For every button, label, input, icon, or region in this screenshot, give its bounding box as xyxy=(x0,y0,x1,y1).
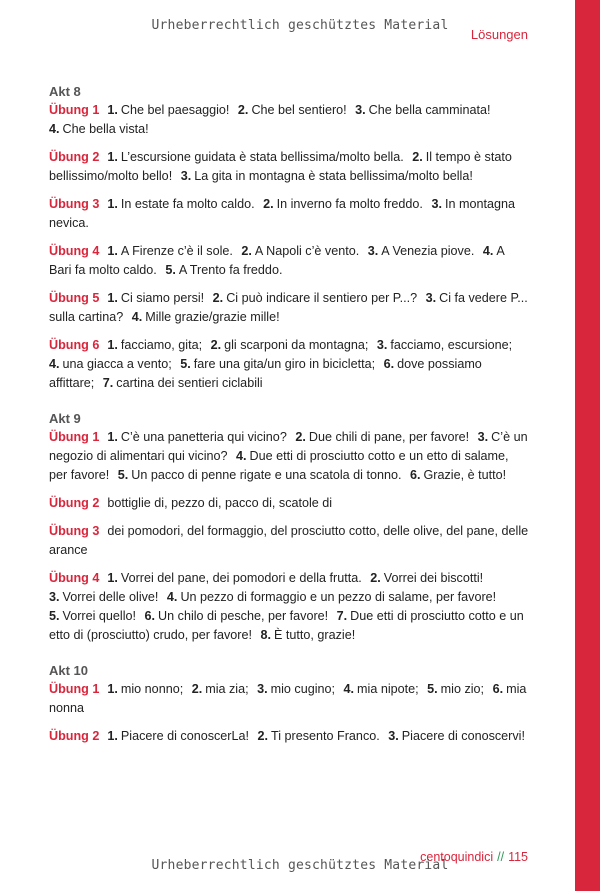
answer-number: 2. xyxy=(370,571,381,585)
answer-text: Un chilo di pesche, per favore! xyxy=(158,609,329,623)
answer-text: È tutto, grazie! xyxy=(274,628,356,642)
answer-number: 7. xyxy=(336,609,348,623)
answer-text: mio cugino; xyxy=(270,682,336,696)
akt-title: Akt 8 xyxy=(49,84,81,99)
answer-text: Ci siamo persi! xyxy=(120,291,205,305)
answer-item xyxy=(295,430,469,444)
exercise-answer xyxy=(49,148,529,186)
answer-item xyxy=(49,524,528,557)
answer-number: 1. xyxy=(107,430,118,444)
answer-number: 5. xyxy=(165,263,176,277)
answer-text: dove possiamo affittare; xyxy=(49,357,482,390)
answer-number: 5. xyxy=(49,609,60,623)
answer-item xyxy=(180,357,375,371)
answer-number: 3. xyxy=(425,291,437,305)
answer-item xyxy=(427,682,484,696)
answer-text: Il tempo è stato bellissimo/molto bello! xyxy=(49,150,512,183)
answer-number: 6. xyxy=(409,468,421,482)
exercise-answer xyxy=(49,195,529,233)
answer-number: 1. xyxy=(107,571,118,585)
answer-item xyxy=(192,682,249,696)
answer-text: mio zio; xyxy=(440,682,485,696)
red-edge-bar xyxy=(575,0,600,891)
answer-text: dei pomodori, del formaggio, del prosciutto cotto, delle olive, del pane, delle arance xyxy=(49,524,529,557)
answer-item xyxy=(261,628,356,642)
answer-text: A Napoli c’è vento. xyxy=(254,244,360,258)
answer-number: 3. xyxy=(367,244,379,258)
answer-number: 2. xyxy=(295,430,306,444)
answer-number: 1. xyxy=(107,729,118,743)
answer-text: Che bella vista! xyxy=(62,122,149,136)
answer-text: mia nonna xyxy=(49,682,527,715)
answer-number: 4. xyxy=(131,310,143,324)
answer-number: 1. xyxy=(107,244,118,258)
akt-section xyxy=(49,661,529,746)
answer-text: Vorrei del pane, dei pomodori e della frutta. xyxy=(120,571,362,585)
answer-number: 4. xyxy=(49,357,60,371)
answer-text: mia nipote; xyxy=(357,682,419,696)
section-title: Lösungen xyxy=(470,27,528,42)
answer-item xyxy=(263,197,423,211)
answer-item xyxy=(344,682,419,696)
answer-number: 4. xyxy=(49,122,60,136)
answer-number: 3. xyxy=(257,682,268,696)
answer-number: 8. xyxy=(260,628,272,642)
answer-text: Vorrei quello! xyxy=(62,609,137,623)
answer-item xyxy=(258,729,380,743)
answer-number: 2. xyxy=(191,682,203,696)
answer-item xyxy=(370,571,483,585)
answer-number: 3. xyxy=(376,338,388,352)
answer-text: In estate fa molto caldo. xyxy=(120,197,255,211)
answer-item xyxy=(132,310,280,324)
answer-text: A Bari fa molto caldo. xyxy=(49,244,505,277)
answer-text: facciamo, gita; xyxy=(120,338,203,352)
answer-number: 1. xyxy=(107,103,118,117)
answer-number: 2. xyxy=(210,338,222,352)
exercise-answer xyxy=(49,494,529,513)
answer-item xyxy=(211,338,369,352)
answer-text: mio nonno; xyxy=(120,682,184,696)
answer-number: 5. xyxy=(180,357,191,371)
answer-number: 1. xyxy=(107,338,118,352)
answer-item xyxy=(107,338,202,352)
answer-item xyxy=(377,338,512,352)
answer-item xyxy=(257,682,335,696)
akt-title: Akt 10 xyxy=(49,663,89,678)
answer-text: Due chili di pane, per favore! xyxy=(308,430,470,444)
exercise-label: Übung 2 xyxy=(49,150,100,164)
solutions-content xyxy=(49,82,529,755)
exercise-answer xyxy=(49,522,529,560)
answer-item xyxy=(107,571,361,585)
answer-text: Un pacco di penne rigate e una scatola di tonno. xyxy=(131,468,402,482)
answer-text: Mille grazie/grazie mille! xyxy=(145,310,280,324)
footer-separator: // xyxy=(497,850,505,864)
answer-text: gli scarponi da montagna; xyxy=(224,338,369,352)
answer-item xyxy=(107,729,249,743)
answer-number: 5. xyxy=(117,468,129,482)
answer-number: 4. xyxy=(166,590,178,604)
answer-text: C’è un negozio di alimentari qui vicino? xyxy=(49,430,528,463)
answer-text: Piacere di conoscerLa! xyxy=(120,729,249,743)
exercise-label: Übung 1 xyxy=(49,430,100,444)
answer-item xyxy=(107,496,332,510)
answer-text: A Venezia piove. xyxy=(381,244,475,258)
answer-number: 1. xyxy=(107,150,118,164)
answer-text: cartina dei sentieri ciclabili xyxy=(116,376,263,390)
answer-number: 2. xyxy=(257,729,269,743)
answer-text: A Firenze c’è il sole. xyxy=(120,244,233,258)
answer-number: 4. xyxy=(236,449,247,463)
answer-number: 4. xyxy=(343,682,355,696)
answer-number: 2. xyxy=(237,103,249,117)
answer-text: Che bella camminata! xyxy=(368,103,491,117)
answer-item xyxy=(49,122,149,136)
answer-text: Ci fa vedere P... sulla cartina? xyxy=(49,291,528,324)
answer-item xyxy=(241,244,359,258)
copyright-watermark-top: Urheberrechtlich geschütztes Material xyxy=(151,18,449,33)
answer-item xyxy=(107,150,403,164)
answer-number: 6. xyxy=(383,357,395,371)
answer-item xyxy=(181,169,473,183)
answer-text: Ci può indicare il sentiero per P...? xyxy=(226,291,418,305)
answer-number: 3. xyxy=(49,590,60,604)
answer-number: 3. xyxy=(431,197,442,211)
answer-text: A Trento fa freddo. xyxy=(178,263,283,277)
answer-text: Due etti di prosciutto cotto e un etto di (prosciutto) crudo, per favore! xyxy=(49,609,524,642)
answer-text: La gita in montagna è stata bellissima/molto bella! xyxy=(194,169,473,183)
answer-number: 5. xyxy=(427,682,438,696)
page-number-word: centoquindici xyxy=(420,850,494,864)
answer-number: 2. xyxy=(263,197,274,211)
answer-number: 2. xyxy=(241,244,252,258)
answer-text: Piacere di conoscervi! xyxy=(401,729,525,743)
answer-text: Che bel sentiero! xyxy=(251,103,347,117)
answer-number: 6. xyxy=(144,609,156,623)
exercise-answer xyxy=(49,428,529,485)
exercise-label: Übung 4 xyxy=(49,244,100,258)
answer-item xyxy=(107,197,254,211)
copyright-watermark-bottom: Urheberrechtlich geschütztes Material xyxy=(151,858,449,873)
answer-item xyxy=(107,430,286,444)
page-number: 115 xyxy=(508,850,528,864)
answer-text: C’è una panetteria qui vicino? xyxy=(120,430,287,444)
answer-text: Ti presento Franco. xyxy=(271,729,380,743)
answer-number: 2. xyxy=(412,150,423,164)
answer-text: Un pezzo di formaggio e un pezzo di salame, per favore! xyxy=(180,590,497,604)
answer-item xyxy=(49,590,158,604)
answer-item xyxy=(145,609,329,623)
answer-item xyxy=(49,357,172,371)
answer-number: 1. xyxy=(107,682,118,696)
exercise-answer xyxy=(49,289,529,327)
exercise-label: Übung 4 xyxy=(49,571,100,585)
answer-number: 3. xyxy=(388,729,399,743)
exercise-label: Übung 5 xyxy=(49,291,100,305)
answer-number: 6. xyxy=(492,682,504,696)
exercise-label: Übung 2 xyxy=(49,729,100,743)
answer-number: 7. xyxy=(102,376,114,390)
exercise-label: Übung 1 xyxy=(49,682,100,696)
answer-item xyxy=(238,103,347,117)
answer-number: 3. xyxy=(355,103,366,117)
answer-text: fare una gita/un giro in bicicletta; xyxy=(193,357,376,371)
answer-item xyxy=(355,103,490,117)
answer-text: Che bel paesaggio! xyxy=(120,103,230,117)
answer-number: 2. xyxy=(212,291,224,305)
answer-item xyxy=(213,291,417,305)
answer-number: 3. xyxy=(180,169,192,183)
answer-item xyxy=(103,376,263,390)
exercise-answer xyxy=(49,242,529,280)
answer-number: 4. xyxy=(482,244,494,258)
answer-text: In montagna nevica. xyxy=(49,197,515,230)
exercise-label: Übung 1 xyxy=(49,103,100,117)
answer-item xyxy=(107,682,183,696)
answer-text: Vorrei dei biscotti! xyxy=(383,571,484,585)
answer-text: mia zia; xyxy=(205,682,249,696)
answer-number: 1. xyxy=(107,197,118,211)
answer-item xyxy=(107,291,204,305)
exercise-label: Übung 2 xyxy=(49,496,100,510)
answer-text: L’escursione guidata è stata bellissima/molto bella. xyxy=(120,150,404,164)
answer-item xyxy=(388,729,525,743)
answer-number: 1. xyxy=(107,291,118,305)
exercise-label: Übung 6 xyxy=(49,338,100,352)
exercise-answer xyxy=(49,336,529,393)
exercise-label: Übung 3 xyxy=(49,524,100,538)
answer-item xyxy=(167,590,496,604)
answer-item xyxy=(368,244,475,258)
answer-text: bottiglie di, pezzo di, pacco di, scatole di xyxy=(107,496,333,510)
akt-title: Akt 9 xyxy=(49,411,81,426)
answer-item xyxy=(49,609,136,623)
answer-text: Due etti di prosciutto cotto e un etto di salame, per favore! xyxy=(49,449,509,482)
exercise-answer xyxy=(49,727,529,746)
answer-text: facciamo, escursione; xyxy=(390,338,513,352)
exercise-label: Übung 3 xyxy=(49,197,100,211)
answer-item xyxy=(118,468,402,482)
akt-section xyxy=(49,409,529,645)
answer-item xyxy=(107,103,229,117)
answer-text: Grazie, è tutto! xyxy=(423,468,507,482)
answer-item xyxy=(410,468,506,482)
exercise-answer xyxy=(49,569,529,645)
exercise-answer xyxy=(49,101,529,139)
answer-item xyxy=(107,244,233,258)
answer-number: 3. xyxy=(477,430,489,444)
answer-item xyxy=(165,263,282,277)
exercise-answer xyxy=(49,680,529,718)
answer-text: In inverno fa molto freddo. xyxy=(276,197,423,211)
answer-text: Vorrei delle olive! xyxy=(62,590,159,604)
answer-text: una giacca a vento; xyxy=(62,357,172,371)
akt-section xyxy=(49,82,529,393)
